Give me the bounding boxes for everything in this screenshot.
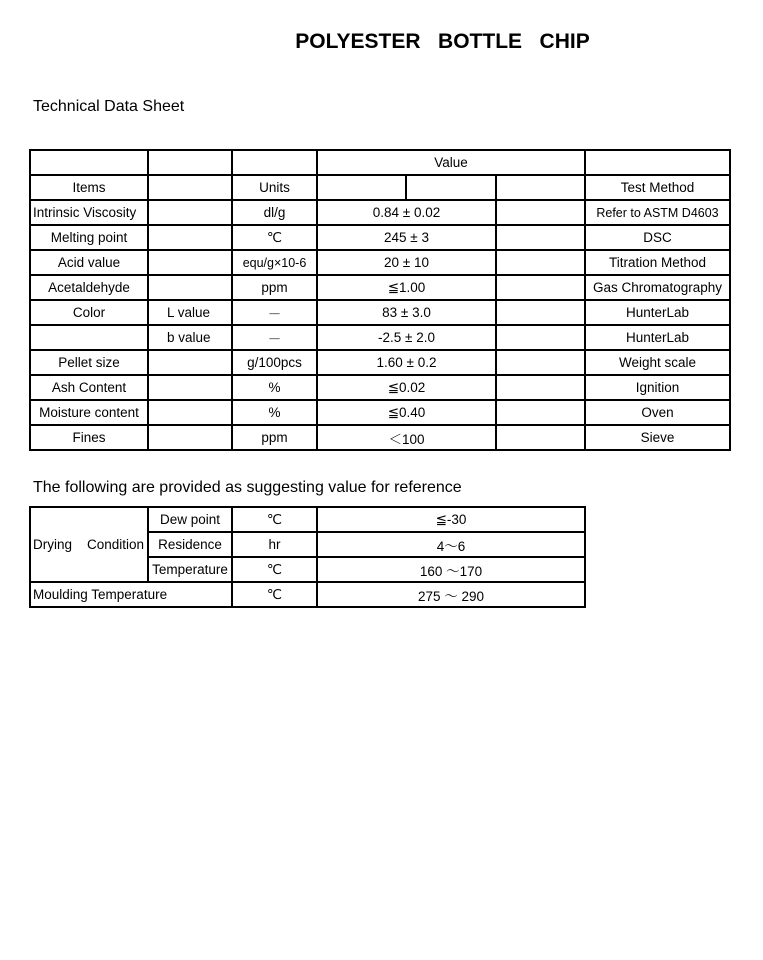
item-sub: [148, 425, 232, 450]
table-row: [30, 200, 730, 225]
technical-data-table: [29, 149, 731, 451]
item-method: HunterLab: [585, 325, 730, 350]
drying-param: Residence: [148, 532, 232, 557]
table-row: [30, 325, 730, 350]
item-method: Weight scale: [585, 350, 730, 375]
item-unit: %: [232, 400, 317, 425]
item-unit: －: [232, 325, 317, 350]
item-name: Fines: [30, 425, 148, 450]
table-row: [30, 400, 730, 425]
item-unit: ppm: [232, 425, 317, 450]
item-sub: [148, 225, 232, 250]
table-row: [30, 225, 730, 250]
units-header: Units: [232, 175, 317, 200]
item-method: Oven: [585, 400, 730, 425]
drying-unit: ℃: [232, 557, 317, 582]
item-name: Acetaldehyde: [30, 275, 148, 300]
drying-value: 4～6: [317, 532, 585, 557]
item-method: Refer to ASTM D4603: [585, 200, 730, 225]
item-value: ＜100: [317, 425, 496, 450]
item-name: Melting point: [30, 225, 148, 250]
item-sub: L value: [148, 300, 232, 325]
item-method: Gas Chromatography: [585, 275, 730, 300]
item-name: Acid value: [30, 250, 148, 275]
drying-condition-label: Drying Condition: [30, 507, 148, 582]
item-sub: [148, 375, 232, 400]
items-header: Items: [30, 175, 148, 200]
table-row: [30, 375, 730, 400]
item-sub: [148, 250, 232, 275]
item-method: HunterLab: [585, 300, 730, 325]
value-header: Value: [317, 150, 585, 175]
table-row: [30, 250, 730, 275]
drying-unit: hr: [232, 532, 317, 557]
drying-param: Dew point: [148, 507, 232, 532]
document-title: POLYESTER BOTTLE CHIP: [295, 30, 590, 53]
item-sub: [148, 275, 232, 300]
item-unit: ppm: [232, 275, 317, 300]
item-name: Intrinsic Viscosity: [30, 200, 148, 225]
reference-note: The following are provided as suggesting value for reference: [33, 479, 462, 496]
item-value: ≦0.40: [317, 400, 496, 425]
table-row: [30, 350, 730, 375]
item-sub: [148, 400, 232, 425]
item-value: ≦0.02: [317, 375, 496, 400]
item-name: Pellet size: [30, 350, 148, 375]
item-value: 20 ± 10: [317, 250, 496, 275]
item-name: Moisture content: [30, 400, 148, 425]
item-method: DSC: [585, 225, 730, 250]
item-value: -2.5 ± 2.0: [317, 325, 496, 350]
item-sub: [148, 200, 232, 225]
table-row: [30, 507, 585, 532]
item-value: 83 ± 3.0: [317, 300, 496, 325]
drying-unit: ℃: [232, 507, 317, 532]
drying-value: ≦-30: [317, 507, 585, 532]
item-method: Sieve: [585, 425, 730, 450]
item-name: Color: [30, 300, 148, 325]
item-sub: [148, 350, 232, 375]
item-unit: dl/g: [232, 200, 317, 225]
item-method: Titration Method: [585, 250, 730, 275]
item-value: 245 ± 3: [317, 225, 496, 250]
table-subheader-row: [30, 175, 730, 200]
table-header-row: [30, 150, 730, 175]
moulding-unit: ℃: [232, 582, 317, 607]
table-row: [30, 425, 730, 450]
moulding-temperature-label: Moulding Temperature: [30, 582, 232, 607]
table-row: [30, 300, 730, 325]
item-value: ≦1.00: [317, 275, 496, 300]
drying-param: Temperature: [148, 557, 232, 582]
table-row: [30, 275, 730, 300]
item-unit: %: [232, 375, 317, 400]
item-unit: －: [232, 300, 317, 325]
item-unit: g/100pcs: [232, 350, 317, 375]
item-value: 1.60 ± 0.2: [317, 350, 496, 375]
item-unit: ℃: [232, 225, 317, 250]
item-name: [30, 325, 148, 350]
item-sub: b value: [148, 325, 232, 350]
moulding-value: 275 ～ 290: [317, 582, 585, 607]
document-subtitle: Technical Data Sheet: [33, 98, 185, 115]
item-value: 0.84 ± 0.02: [317, 200, 496, 225]
item-name: Ash Content: [30, 375, 148, 400]
item-unit: equ/g×10-6: [232, 250, 317, 275]
table-row: [30, 582, 585, 607]
test-method-header: Test Method: [585, 175, 730, 200]
drying-value: 160 ～170: [317, 557, 585, 582]
item-method: Ignition: [585, 375, 730, 400]
reference-table: [29, 506, 586, 608]
